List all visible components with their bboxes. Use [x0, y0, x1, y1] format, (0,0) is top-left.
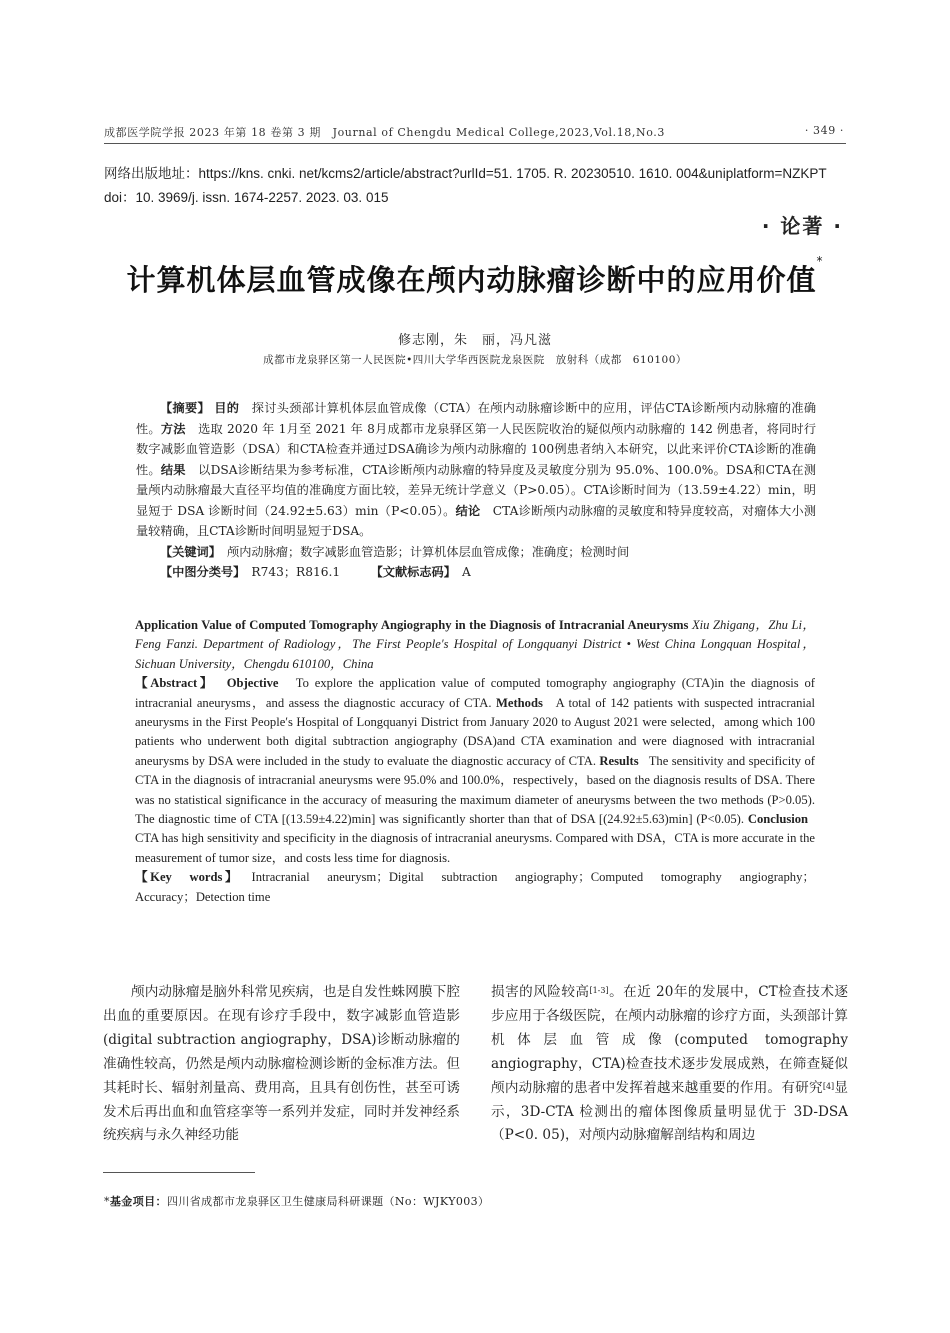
- en-abstract-paragraph: [135, 674, 815, 868]
- en-methods-text: A total of 142 patients with suspected intracranial aneurysms in the First People′s Hospital of Longquanyi District from January 2020 to August 2021 were selected，among which 100 patients who underwent both digital subtraction angiography (DSA)and CTA examination and were diagnosed with intracranial aneurysms by DSA were included in the study to evaluate the diagnostic accuracy of CTA.: [135, 695, 815, 768]
- cn-abstract-paragraph: [136, 398, 816, 542]
- cn-objective-text: 探讨头颈部计算机体层血管成像（CTA）在颅内动脉瘤诊断中的应用，评估CTA诊断颅内动脉瘤的准确性。: [136, 401, 817, 436]
- footnote-text: 四川省成都市龙泉驿区卫生健康局科研课题（No：WJKY003）: [166, 1195, 490, 1208]
- cn-methods-label: 方法: [160, 421, 186, 436]
- online-url: 网络出版地址：https://kns. cnki. net/kcms2/article/abstract?urlId=51. 1705. R. 20230510. 1610. 004&uniplatform=NZKPT: [104, 166, 827, 181]
- english-abstract: [135, 616, 815, 907]
- cn-keywords: [136, 542, 816, 563]
- header-rule: [104, 143, 846, 144]
- en-title: Application Value of Computed Tomography Angiography in the Diagnosis of Intracranial Aneurysms: [135, 618, 689, 632]
- en-conclusion-label: Conclusion: [747, 812, 809, 827]
- cn-objective-label: 目的: [214, 401, 240, 415]
- cn-conclusion-label: 结论: [455, 503, 481, 518]
- clc-label: 【中图分类号】: [160, 565, 240, 579]
- footnote-label: 基金项目：: [109, 1195, 167, 1208]
- en-conclusion-text: CTA has high sensitivity and specificity in the diagnosis of intracranial aneurysms. Compared with DSA，CTA is more accurate in the measurement of tumor size，and costs less time for diagnosis.: [135, 831, 816, 865]
- doi: doi：10. 3969/j. issn. 1674-2257. 2023. 03. 015: [104, 190, 389, 205]
- body-paragraph-1-cont: [491, 981, 848, 1148]
- funding-footnote: [104, 1193, 489, 1209]
- en-methods-label: Methods: [495, 695, 543, 710]
- cn-conclusion-text: CTA诊断颅内动脉瘤的灵敏度和特异度较高，对瘤体大小测量较精确，且CTA诊断时间明显短于DSA。: [136, 503, 817, 538]
- running-header-journal: 成都医学院学报 2023 年第 18 卷第 3 期 Journal of Chengdu Medical College,2023,Vol.18,No.3: [104, 126, 665, 139]
- en-objective-label: Objective: [226, 676, 279, 691]
- body-text-a: 损害的风险较高: [491, 984, 590, 1000]
- en-results-text: The sensitivity and specificity of CTA in the diagnosis of intracranial aneurysms were 95.0% and 100.0%，respectively，based on the diagnosis results of DSA. There was no statistical significance in the accuracy of measuring the maximum diameter of aneurysms between the two methods (P>0.05). The diagnostic time of CTA [(13.59±4.22)min] was significantly shorter than that of DSA [(24.92±5.63)min] (P<0.05).: [135, 753, 816, 827]
- en-keywords-text: Intracranial aneurysm；Digital subtraction angiography；Computed tomography angiography；Accuracy；Detection time: [135, 870, 815, 904]
- footnote-mark: *: [104, 1195, 110, 1208]
- body-text-c: 显示，3D-CTA 检测出的瘤体图像质量明显优于 3D-DSA（P<0. 05)，对颅内动脉瘤解剖结构和周边: [491, 1079, 848, 1144]
- clc-value: R743；R816.1: [251, 565, 341, 579]
- en-objective-text: To explore the application value of computed tomography angiography (CTA)in the diagnosis of intracranial aneurysms，and assess the diagnostic accuracy of CTA.: [135, 676, 816, 710]
- doc-code-value: A: [461, 565, 471, 579]
- article-title: [0, 254, 950, 299]
- page-number: · 349 ·: [804, 124, 844, 137]
- cn-classification: [136, 562, 816, 583]
- cn-abstract-label: 【摘要】: [160, 401, 211, 415]
- en-keywords: [135, 868, 815, 907]
- authors: 修志刚，朱 丽，冯凡滋: [397, 333, 552, 348]
- title-footnote-mark: *: [816, 254, 824, 268]
- en-authors: Xiu Zhigang，Zhu Li，Feng Fanzi.: [135, 618, 816, 652]
- en-keywords-label: 【Key words】: [135, 870, 241, 885]
- en-title-block: [135, 616, 815, 674]
- citation-4: [4]: [822, 1081, 835, 1091]
- cn-methods-text: 选取 2020 年 1月至 2021 年 8月成都市龙泉驿区第一人民医院收治的疑似颅内动脉瘤的 142 例患者，将同时行数字减影血管造影（DSA）和CTA检查并通过DSA确诊为颅内动脉瘤的 100例患者纳入本研究，以此来评价CTA诊断的准确性。: [136, 421, 817, 477]
- cn-keywords-text: 颅内动脉瘤；数字减影血管造影；计算机体层血管成像；准确度；检测时间: [227, 544, 630, 559]
- cn-keywords-label: 【关键词】: [160, 544, 215, 559]
- en-abstract-label: 【Abstract】: [135, 676, 216, 691]
- body-paragraph-1: 颅内动脉瘤是脑外科常见疾病，也是自发性蛛网膜下腔出血的重要原因。在现有诊疗手段中，数字减影血管造影(digital subtraction angiography，DSA)诊断动脉瘤的准确性较高，仍然是颅内动脉瘤检测诊断的金标准方法。但其耗时长、辐射剂量高、费用高，且具有创伤性，甚至可诱发术后再出血和血管痉挛等一系列并发症，同时并发神经系统疾病与永久神经功能: [103, 984, 460, 1144]
- citation-1-3: [1-3]: [589, 986, 609, 995]
- footnote-rule: [103, 1172, 255, 1173]
- body-column-left: [103, 981, 460, 1148]
- cn-results-text: 以DSA诊断结果为参考标准，CTA诊断颅内动脉瘤的特异度及灵敏度分别为 95.0%、100.0%。DSA和CTA在测量颅内动脉瘤最大直径平均值的准确度方面比较，差异无统计学意义（P>0.05）。CTA诊断时间为（13.59±4.22）min，明显短于 DSA 诊断时间（24.92±5.63）min（P<0.05）。: [136, 462, 817, 518]
- chinese-abstract: [136, 398, 816, 583]
- en-affiliation: Department of Radiology，The First People′s Hospital of Longquanyi District • West China Longquan Hospital，Sichuan University，Chengdu 610100，China: [135, 637, 815, 671]
- section-label: · 论著 ·: [761, 214, 843, 238]
- cn-results-label: 结果: [160, 462, 186, 477]
- body-text-b: 。在近 20年的发展中，CT检查技术逐步应用于各级医院，在颅内动脉瘤的诊疗方面，头颈部计算机体层血管成像(computed tomography angiography，CTA)检查技术逐步发展成熟，在筛查疑似颅内动脉瘤的患者中发挥着越来越重要的作用。有研究: [491, 984, 849, 1096]
- doc-code-label: 【文献标志码】: [376, 565, 450, 579]
- article-title-text: 计算机体层血管成像在颅内动脉瘤诊断中的应用价值: [126, 263, 817, 297]
- en-results-label: Results: [599, 753, 639, 768]
- body-column-right: [491, 981, 848, 1148]
- affiliation: 成都市龙泉驿区第一人民医院•四川大学华西医院龙泉医院 放射科（成都 610100）: [263, 354, 687, 366]
